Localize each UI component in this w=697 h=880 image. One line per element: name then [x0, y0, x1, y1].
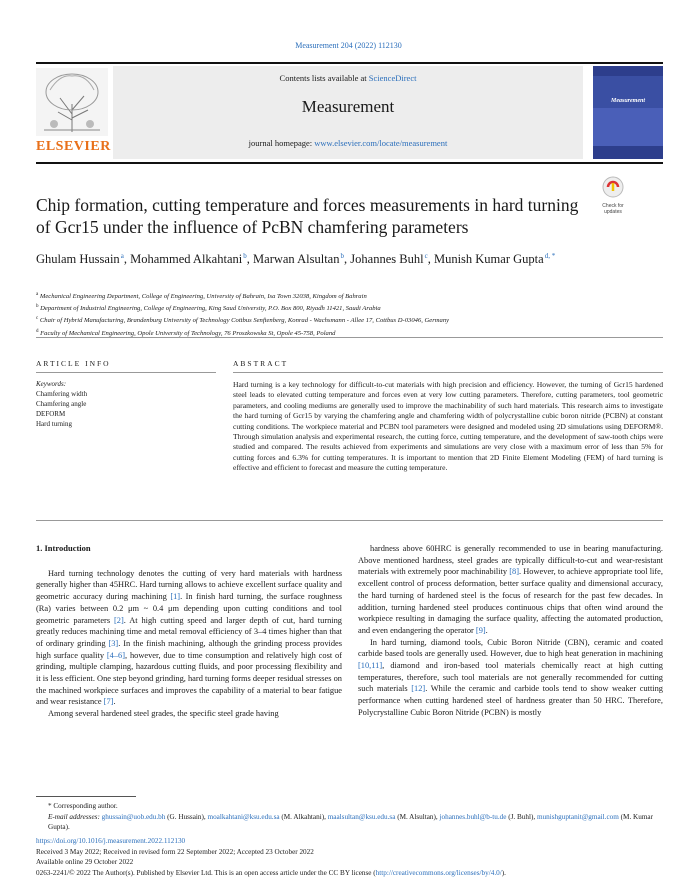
affiliations: [36, 290, 656, 339]
citation-link[interactable]: [3]: [108, 638, 119, 648]
citation-link[interactable]: [9]: [475, 625, 486, 635]
author[interactable]: Mohammed Alkahtani $^b$: [130, 252, 247, 267]
abstract-text: Hard turning is a key technology for difficult-to-cut materials with high precision and efficiency. However, the turning of Gcr15 hardened steel leads to elevated cutting temperature and forces even at very low cutting parameters. Therefore, cutting parameters, tool geometric parameters, and cooling mediums are generally used to improve the machinability of such hard materials. This research aims to investigate the hard turning of Gcr15 by varying the chamfering angle and chamfering width of polycrystalline cubic boron nitride (PCBN) at constant cutting conditions. The workpiece material and PCBN tool parameters were designed and modeled using 2D simulations using DEFORM®. Through simulation analysis and experimental research, the cutting force, cutting temperature, and the development of saw-tooth chips were studied and compared. The results achieved from experiments and simulations are very close with a maximum error of less than 5% for cutting forces and 6.3% for cutting temperatures. It is important to mention that 2D Finite Element Modeling (FEM) of hard turning is effective and efficient to forecast and measure the cutting temperature.: [233, 380, 663, 473]
keyword: DEFORM: [36, 410, 66, 418]
affiliation: $^c$ Chair of Hybrid Manufacturing, Brandenburg University of Technology Cottbus Senftenberg, Konrad - Wachsmann - Allee 17, Cottbus D-03046, Germany: [36, 316, 450, 325]
license-line: 0263-2241/© 2022 The Author(s). Published by Elsevier Ltd. This is an open access article under the CC BY license (http://creativecommons.org/licenses/by/4.0/).: [36, 868, 506, 877]
publication-info: [36, 836, 676, 878]
email-link[interactable]: ghussain@uob.edu.bh: [101, 812, 166, 821]
body-paragraph: [36, 568, 342, 708]
text-run: In hard turning, diamond tools, Cubic Boron Nitride (CBN), ceramic and coated carbide based tools are generally used. However, due to high heat generation in machining: [358, 637, 663, 659]
text-run: . In the finish machining, although the grinding process provides high surface quality: [36, 638, 342, 660]
text-run: . However, to achieve appropriate tool life, excellent control of process deformation, better surface quality and dimensional accuracy, the hard turning of hardened steel is the focus of research for the past few decades. In addition, turning hardened steel produces continuous chips that often wind around the workpiece resulting in damaging the surface quality, affecting the automated production, and even endangering the operator: [358, 567, 663, 635]
citation-link[interactable]: [7]: [103, 697, 114, 707]
cover-title: Measurement: [610, 98, 645, 104]
citation-link[interactable]: [4–6]: [106, 650, 126, 660]
citation-link[interactable]: [8]: [509, 567, 520, 577]
affiliation: $^b$ Department of Industrial Engineering, College of Engineering, King Saud University, P.O. Box 800, Riyadh 11421, Saudi Arabia: [36, 304, 381, 313]
text-run: .: [113, 697, 116, 707]
journal-masthead: [113, 66, 583, 159]
elsevier-wordmark: ELSEVIER: [36, 139, 111, 154]
email-link[interactable]: munishguptanit@gmail.com: [536, 812, 619, 821]
available-online: Available online 29 October 2022: [36, 858, 134, 866]
header-rule-bottom: [36, 162, 663, 164]
keyword: Chamfering width: [36, 390, 88, 398]
text-run: , however, due to time consumption and relatively high cost of grinding, multiple clamping, hazardous cutting fluids, and poor processing flexibility and it is less efficient. One step beyond grinding, hard turning forms deeper residual stresses on the machined workpiece surfaces and improves the capability of a material to bear fatigue and wear resistance: [36, 650, 342, 707]
email-link[interactable]: maalsultan@ksu.edu.sa: [327, 812, 396, 821]
sciencedirect-link[interactable]: ScienceDirect: [368, 73, 417, 83]
body-column-left: [36, 543, 342, 720]
cover-art: [593, 66, 663, 159]
author[interactable]: Ghulam Hussain $^a$: [36, 252, 124, 267]
journal-cover-thumbnail: [593, 66, 663, 159]
journal-title: Measurement: [301, 97, 395, 116]
abstract-heading: ABSTRACT: [233, 359, 289, 368]
contents-lists-line: Contents lists available at ScienceDirect: [279, 73, 417, 83]
text-run: hardness above 60HRC is generally recommended to use in bearing manufacturing. Above mentioned hardness, steel grades are typically difficult-to-cut and wear-resistant materials with extremely poor machinability: [358, 544, 663, 577]
text-run: . In finish hard turning, the surface roughness (Ra) varies between 0.2 μm ~ 0.4 μm depending upon cutting conditions and tool geometric parameters: [36, 592, 343, 625]
keyword: Hard turning: [36, 420, 72, 428]
text-run: Among several hardened steel grades, the specific steel grade having: [48, 709, 279, 719]
citation-link[interactable]: [10,11]: [358, 661, 383, 671]
text-run: , diamond and iron-based tool materials chemically react at high cutting temperatures, therefore, such tool materials are not generally recommended for cutting such materials: [358, 661, 663, 694]
journal-homepage-link[interactable]: www.elsevier.com/locate/measurement: [314, 138, 448, 148]
check-updates-icon: [602, 176, 624, 198]
email-link[interactable]: johannes.buhl@b-tu.de: [439, 812, 507, 821]
article-title: Chip formation, cutting temperature and forces measurements in hard turning of Gcr15 under the influence of PcBN chamfering parameters: [36, 195, 579, 237]
author-list: Ghulam Hussain $^a$, Mohammed Alkahtani $^b$, Marwan Alsultan $^b$, Johannes Buhl $^c$, Munish Kumar Gupta $^{d, *}$: [36, 252, 556, 267]
divider: [36, 337, 663, 338]
divider: [233, 372, 663, 373]
check-updates-line-2: updates: [604, 209, 622, 215]
text-run: .: [485, 625, 488, 635]
divider: [36, 372, 216, 373]
divider: [36, 520, 663, 521]
corresponding-author-note: * Corresponding author.: [48, 802, 118, 810]
section-heading: 1. Introduction: [36, 543, 91, 553]
check-updates-line-1: Check for: [602, 203, 624, 209]
author[interactable]: Munish Kumar Gupta $^{d, *}$: [433, 252, 556, 267]
citation-link[interactable]: [1]: [170, 592, 181, 602]
body-paragraph: [358, 543, 663, 637]
affiliation: $^d$ Faculty of Mechanical Engineering, Opole University of Technology, 76 Proszkowska St, Opole 45-758, Poland: [36, 328, 336, 337]
footnotes: [36, 801, 663, 833]
affiliation: $^a$ Mechanical Engineering Department, College of Engineering, University of Bahrain, Isa Town 32038, Kingdom of Bahrain: [36, 292, 367, 301]
email-addresses: E-mail addresses: ghussain@uob.edu.bh (G. Hussain), moalkahtani@ksu.edu.sa (M. Alkahtani), maalsultan@ksu.edu.sa (M. Alsultan), johannes.buhl@b-tu.de (J. Buhl), munishguptanit@gmail.com (M. Kumar Gupta).: [48, 812, 653, 831]
body-column-right: [358, 543, 663, 719]
body-paragraph: [358, 637, 663, 719]
citation-link[interactable]: [2]: [113, 615, 124, 625]
doi-link[interactable]: https://doi.org/10.1016/j.measurement.2022.112130: [36, 837, 186, 845]
author[interactable]: Johannes Buhl $^c$: [350, 252, 428, 267]
text-run: . At high cutting speed and larger depth of cut, hard turning greatly reduces machining time and metal removal efficiency of 3–4 times higher than that of ordinary grinding: [36, 615, 342, 648]
body-paragraph: [36, 708, 342, 720]
author[interactable]: Marwan Alsultan $^b$: [253, 252, 345, 267]
keyword: Chamfering angle: [36, 400, 87, 408]
email-link[interactable]: moalkahtani@ksu.edu.sa: [207, 812, 280, 821]
keywords-label: Keywords:: [36, 380, 67, 388]
check-for-updates-badge[interactable]: [593, 176, 633, 215]
text-run: . While the ceramic and carbide tools tend to show weaker cutting performance when cutting hardened steel of hardness greater than 50 HRC. Therefore, Polycrystalline Cubic Boron Nitride (PCBN) is mostly: [358, 684, 663, 717]
citation-link[interactable]: [12]: [411, 684, 426, 694]
article-info-heading: ARTICLE INFO: [36, 359, 111, 368]
received-dates: Received 3 May 2022; Received in revised form 22 September 2022; Accepted 23 October 2022: [36, 847, 314, 856]
keyword-list: [36, 389, 87, 429]
text-run: Hard turning technology denotes the cutting of very hard materials with hardness generally higher than 45HRC. Hard turning allows to achieve excellent surface quality and geometric accuracy during machining: [36, 568, 342, 602]
journal-homepage-line: journal homepage: www.elsevier.com/locate/measurement: [248, 138, 448, 148]
license-link[interactable]: http://creativecommons.org/licenses/by/4.0/: [375, 868, 502, 877]
footnote-rule: [36, 796, 136, 797]
header-rule-top: [36, 62, 663, 64]
journal-reference[interactable]: Measurement 204 (2022) 112130: [295, 41, 402, 50]
